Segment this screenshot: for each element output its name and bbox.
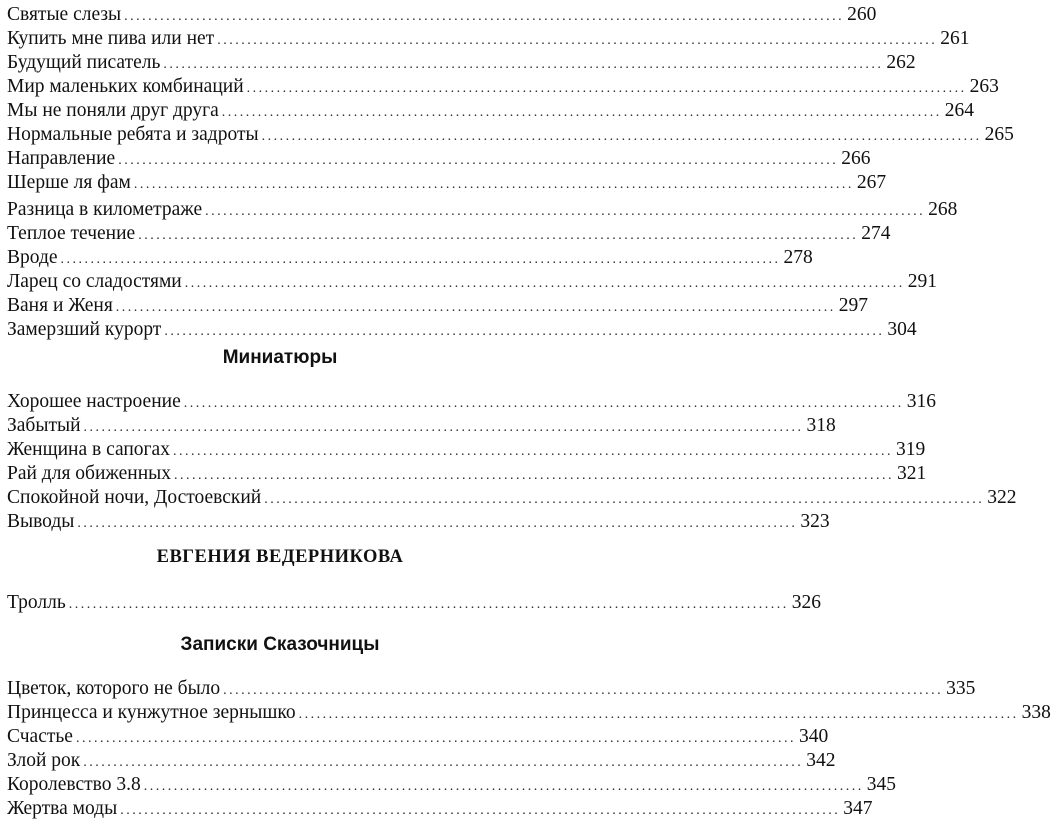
entry-title: Выводы — [7, 511, 75, 532]
toc-entry — [7, 749, 836, 773]
entry-page: 262 — [886, 52, 916, 73]
toc-entry — [7, 222, 891, 246]
entry-title: Ваня и Женя — [7, 295, 113, 316]
dot-leader: ........................................................................................................................ — [143, 779, 864, 794]
toc-entry — [7, 147, 871, 171]
entry-page: 278 — [783, 247, 813, 268]
toc-entry — [7, 270, 937, 294]
toc-entry — [7, 390, 936, 414]
dot-leader: ........................................................................................................................ — [172, 444, 893, 459]
dot-leader: ........................................................................................................................ — [205, 204, 926, 219]
toc-entry — [7, 27, 970, 51]
entry-page: 342 — [806, 750, 836, 771]
entry-page: 326 — [791, 592, 822, 613]
entry-page: 266 — [841, 148, 871, 169]
entry-page: 291 — [907, 271, 937, 292]
entry-page: 335 — [946, 678, 976, 699]
entry-title: Королевство 3.8 — [7, 774, 141, 795]
entry-page: 260 — [847, 4, 877, 25]
dot-leader: ........................................................................................................................ — [261, 129, 982, 144]
entry-page: 263 — [969, 76, 999, 97]
entry-title: Спокойной ночи, Достоевский — [7, 487, 262, 508]
entry-page: 319 — [895, 439, 926, 460]
entry-page: 297 — [838, 295, 869, 316]
dot-leader: ........................................................................................................................ — [298, 707, 1019, 722]
entry-title: Хорошее настроение — [7, 391, 181, 412]
entry-title: Вроде — [7, 247, 58, 268]
toc-entry — [7, 677, 976, 701]
entry-title: Женщина в сапогах — [7, 439, 170, 460]
dot-leader: ........................................................................................................................ — [68, 597, 789, 612]
toc-group-3 — [7, 390, 1017, 534]
entry-title: Мир маленьких комбинаций — [7, 76, 244, 97]
dot-leader: ........................................................................................................................ — [77, 516, 798, 531]
dot-leader: ........................................................................................................................ — [221, 105, 942, 120]
toc-entry — [7, 75, 999, 99]
dot-leader: ........................................................................................................................ — [118, 153, 839, 168]
toc-entry — [7, 198, 958, 222]
toc-entry — [7, 318, 917, 342]
dot-leader: ........................................................................................................................ — [183, 396, 904, 411]
entry-page: 265 — [984, 124, 1014, 145]
toc-entry — [7, 462, 927, 486]
toc-entry — [7, 510, 830, 534]
dot-leader: ........................................................................................................................ — [217, 33, 938, 48]
entry-page: 264 — [944, 100, 975, 121]
entry-page: 345 — [866, 774, 897, 795]
toc-group-4 — [7, 591, 822, 615]
toc-entry — [7, 701, 1051, 725]
dot-leader: ........................................................................................................................ — [115, 300, 836, 315]
toc-entry — [7, 773, 897, 797]
dot-leader: ........................................................................................................................ — [83, 755, 804, 770]
dot-leader: ........................................................................................................................ — [120, 803, 841, 818]
entry-page: 338 — [1021, 702, 1051, 723]
entry-page: 268 — [928, 199, 958, 220]
toc-entry — [7, 99, 975, 123]
entry-title: Теплое течение — [7, 223, 136, 244]
entry-title: Будущий писатель — [7, 52, 161, 73]
entry-title: Тролль — [7, 592, 66, 613]
entry-page: 267 — [856, 172, 887, 193]
section-heading-miniatures: Миниатюры — [222, 347, 338, 368]
entry-page: 274 — [861, 223, 891, 244]
entry-title: Рай для обиженных — [7, 463, 172, 484]
entry-title: Цветок, которого не было — [7, 678, 221, 699]
entry-title: Шерше ля фам — [7, 172, 131, 193]
toc-entry — [7, 797, 873, 821]
dot-leader: ........................................................................................................................ — [223, 683, 944, 698]
entry-page: 322 — [987, 487, 1017, 508]
entry-page: 316 — [906, 391, 936, 412]
entry-page: 261 — [940, 28, 970, 49]
dot-leader: ........................................................................................................................ — [138, 228, 859, 243]
section-heading-fairytale-notes: Записки Сказочницы — [180, 634, 380, 655]
toc-entry — [7, 123, 1014, 147]
dot-leader: ........................................................................................................................ — [124, 9, 845, 24]
dot-leader: ........................................................................................................................ — [184, 276, 905, 291]
entry-title: Нормальные ребята и задроты — [7, 124, 259, 145]
toc-entry — [7, 51, 916, 75]
entry-title: Жертва моды — [7, 798, 118, 819]
entry-title: Разница в километраже — [7, 199, 203, 220]
dot-leader: ........................................................................................................................ — [75, 731, 796, 746]
dot-leader: ........................................................................................................................ — [83, 420, 804, 435]
toc-group-1 — [7, 3, 1014, 195]
toc-entry — [7, 414, 836, 438]
entry-title: Купить мне пива или нет — [7, 28, 215, 49]
entry-page: 321 — [897, 463, 927, 484]
toc-entry — [7, 3, 877, 27]
entry-page: 340 — [798, 726, 829, 747]
entry-title: Счастье — [7, 726, 73, 747]
dot-leader: ........................................................................................................................ — [60, 252, 781, 267]
entry-title: Злой рок — [7, 750, 81, 771]
dot-leader: ........................................................................................................................ — [164, 324, 885, 339]
entry-page: 304 — [887, 319, 917, 340]
dot-leader: ........................................................................................................................ — [174, 468, 895, 483]
toc-entry — [7, 294, 869, 318]
dot-leader: ........................................................................................................................ — [163, 57, 884, 72]
dot-leader: ........................................................................................................................ — [264, 492, 985, 507]
entry-title: Мы не поняли друг друга — [7, 100, 219, 121]
toc-entry — [7, 591, 822, 615]
entry-page: 318 — [806, 415, 836, 436]
dot-leader: ........................................................................................................................ — [246, 81, 967, 96]
dot-leader: ........................................................................................................................ — [133, 177, 854, 192]
toc-group-5 — [7, 677, 1051, 821]
toc-group-2 — [7, 198, 958, 342]
entry-title: Замерзший курорт — [7, 319, 162, 340]
entry-title: Ларец со сладостями — [7, 271, 182, 292]
toc-entry — [7, 486, 1017, 510]
toc-entry — [7, 438, 926, 462]
entry-title: Направление — [7, 148, 116, 169]
toc-entry — [7, 246, 813, 270]
toc-entry — [7, 725, 829, 749]
toc-entry — [7, 171, 887, 195]
section-heading-author: ЕВГЕНИЯ ВЕДЕРНИКОВА — [156, 547, 404, 567]
entry-page: 323 — [800, 511, 830, 532]
entry-title: Забытый — [7, 415, 81, 436]
entry-title: Святые слезы — [7, 4, 122, 25]
entry-title: Принцесса и кунжутное зернышко — [7, 702, 296, 723]
entry-page: 347 — [843, 798, 873, 819]
